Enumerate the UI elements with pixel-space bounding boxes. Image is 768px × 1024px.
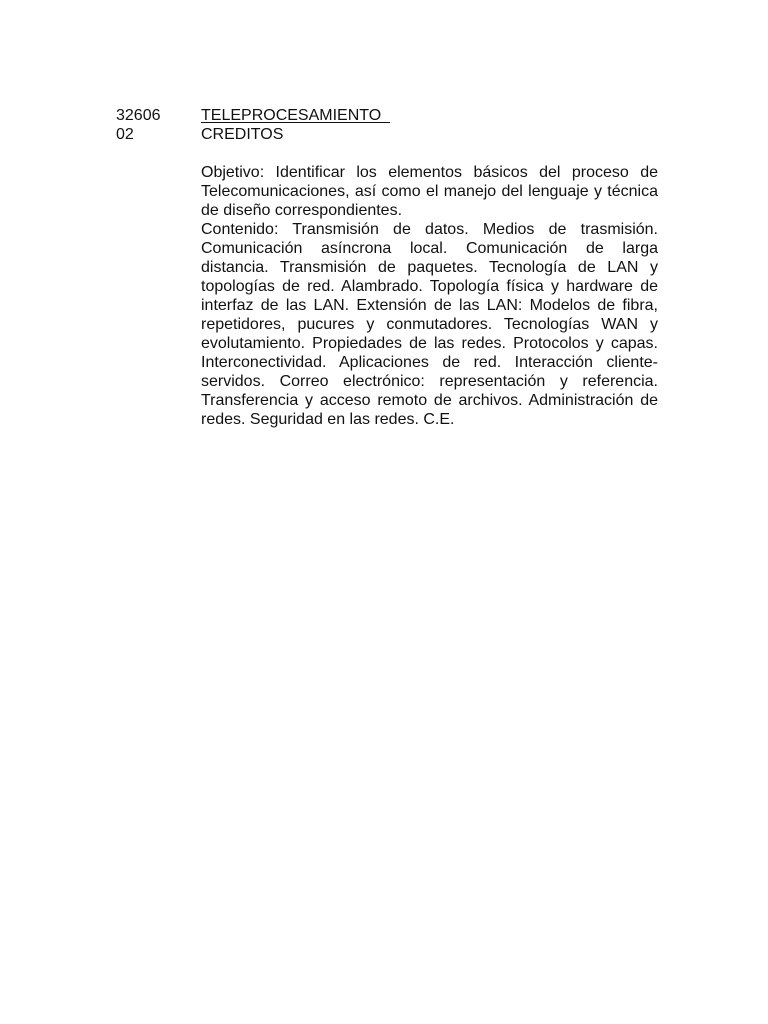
spacer (201, 144, 658, 163)
course-code: 32606 (116, 107, 161, 124)
course-objective: Objetivo: Identificar los elementos básicos del proceso de Telecomunicaciones, así como el manejo del lenguaje y técnica de diseño correspondientes. (201, 164, 658, 219)
course-title: TELEPROCESAMIENTO (201, 107, 391, 124)
course-content: Contenido: Transmisión de datos. Medios de trasmisión. Comunicación asíncrona local. Comunicación de larga distancia. Transmisión de paquetes. Tecnología de LAN y topologías de red. Alambrado. Topología física y hardware de interfaz de las LAN. Extensión de las LAN: Modelos de fibra, repetidores, pucures y conmutadores. Tecnologías WAN y evolutamiento. Propiedades de las redes. Protocolos y capas. Interconectividad. Aplicaciones de red. Interacción cliente-servidos. Correo electrónico: representación y referencia. Transferencia y acceso remoto de archivos. Administración de redes. Seguridad en las redes. C.E. (201, 221, 658, 428)
course-code-column (116, 106, 186, 144)
course-credits-number: 02 (116, 126, 134, 143)
credits-label: CREDITOS (201, 126, 284, 143)
course-description-column (201, 106, 658, 429)
